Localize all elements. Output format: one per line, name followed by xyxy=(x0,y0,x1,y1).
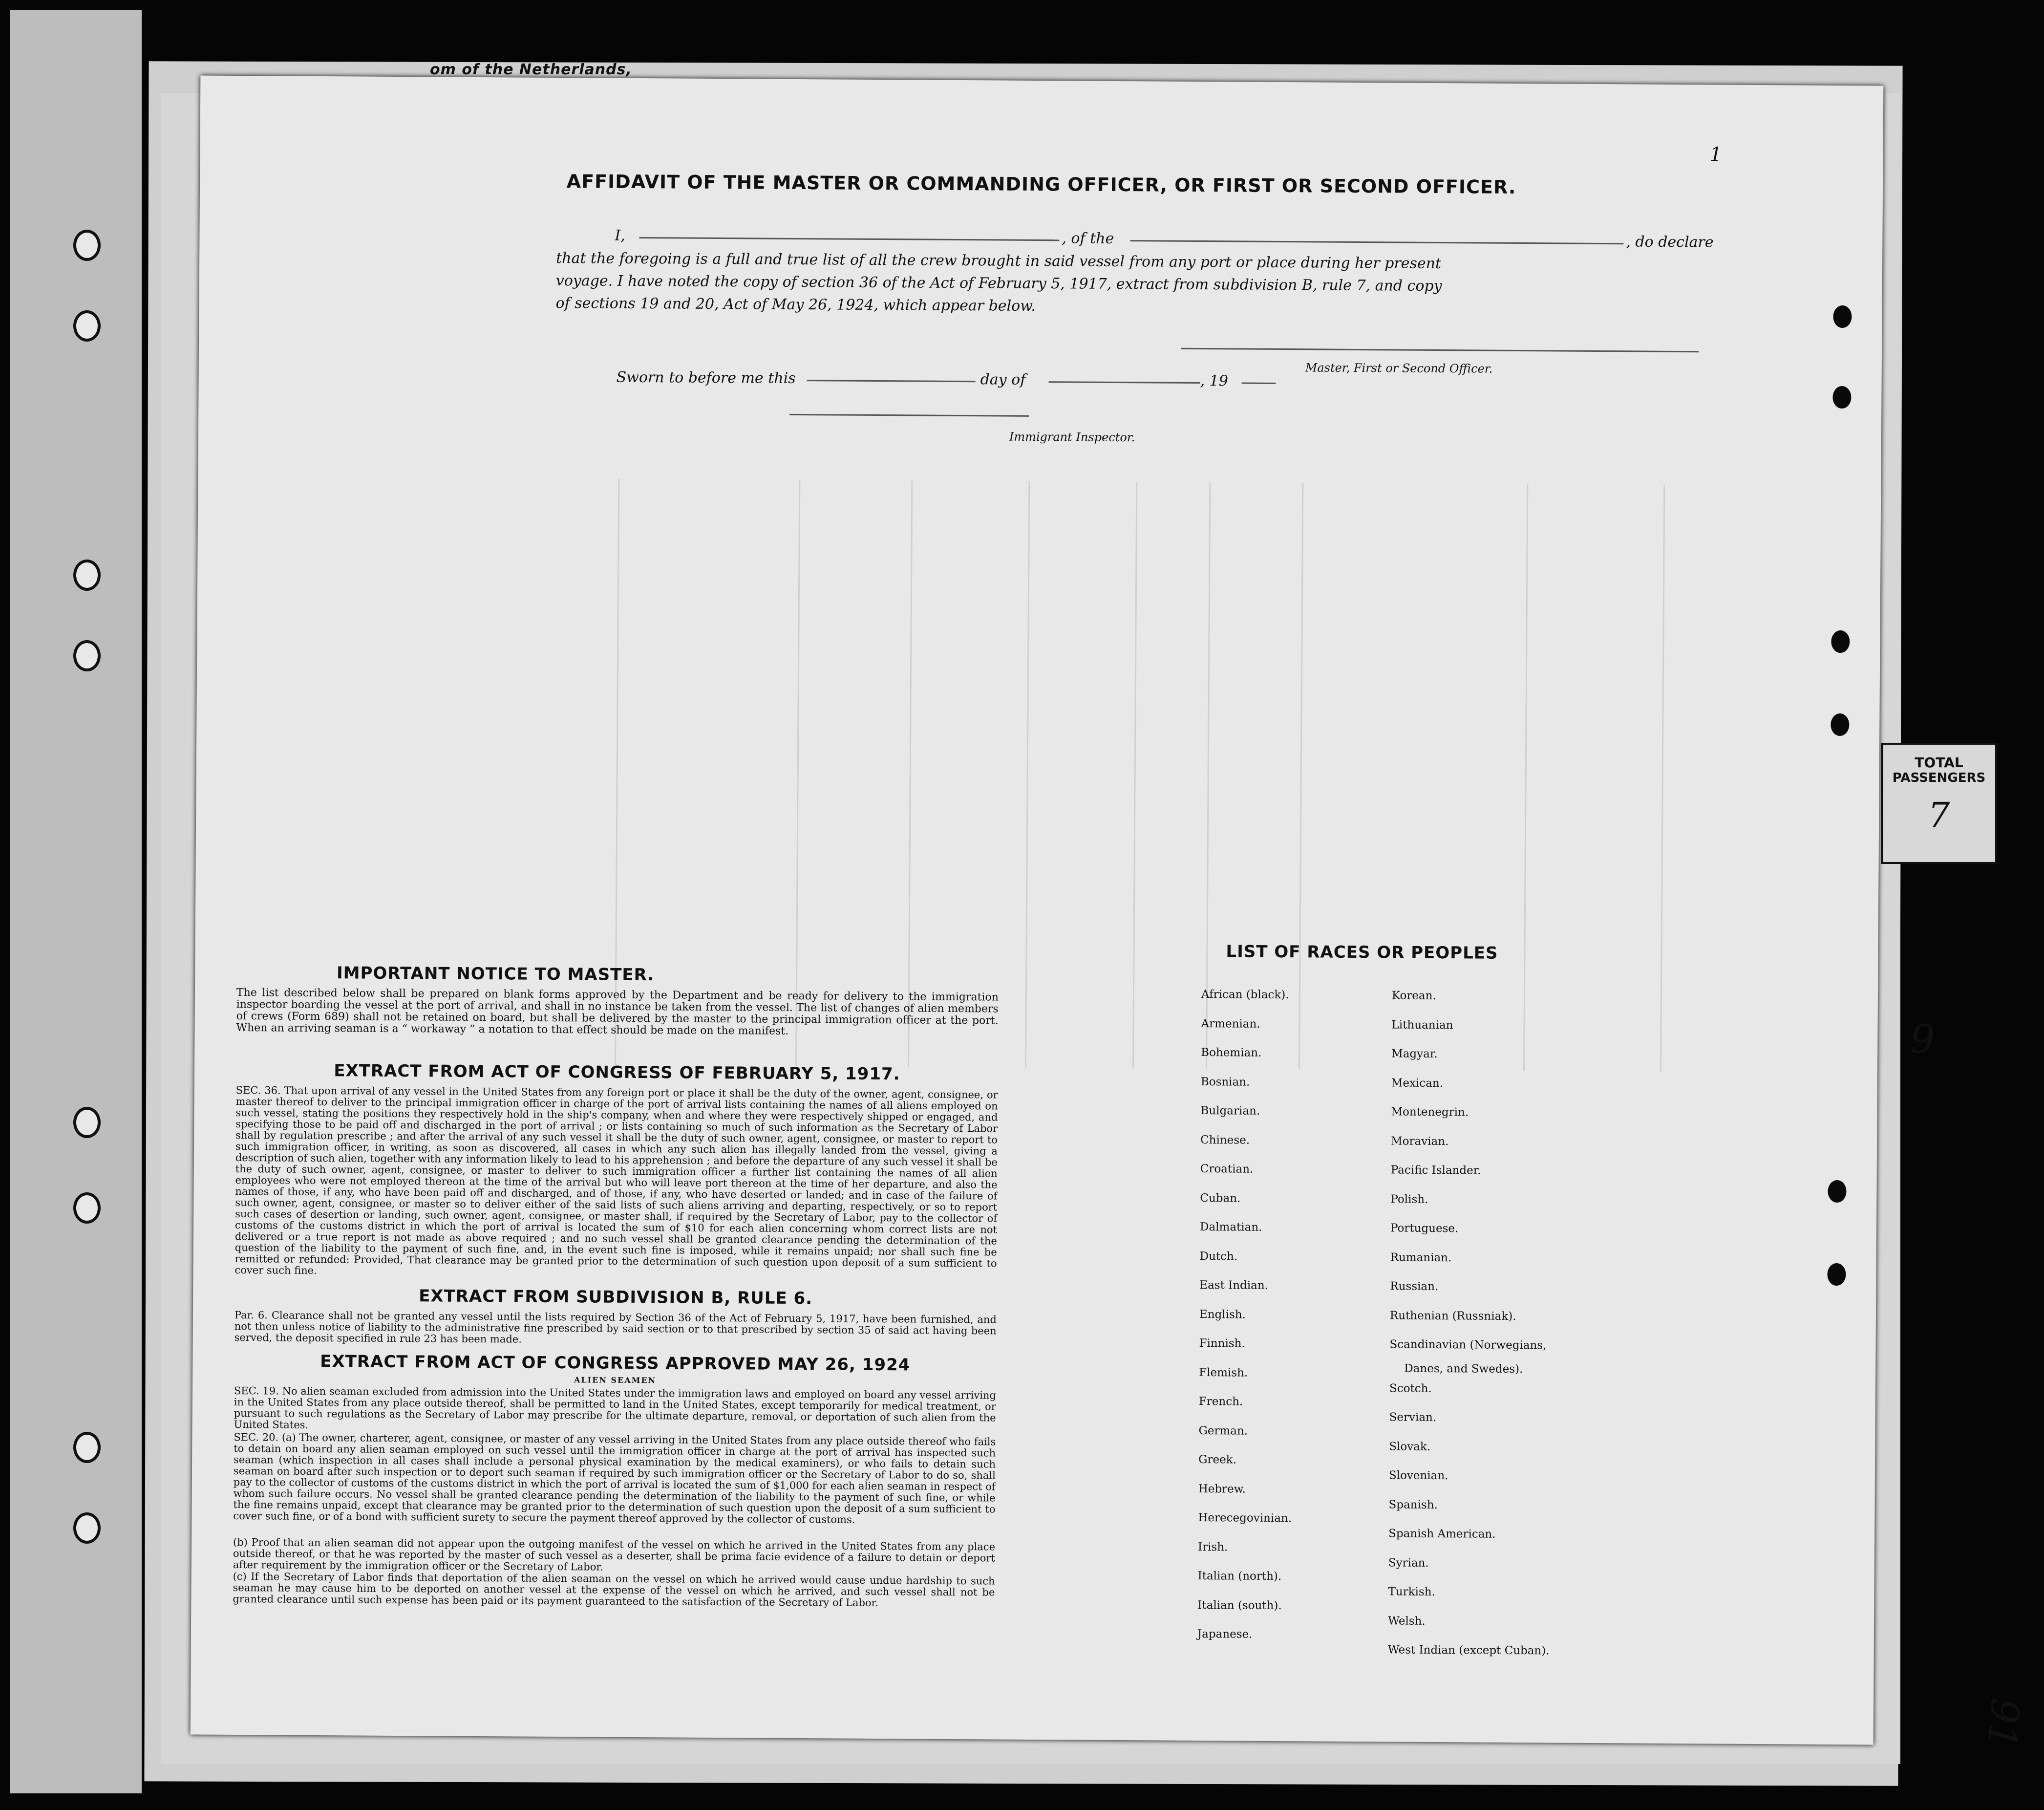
race-right-item: Servian. xyxy=(1389,1411,1437,1424)
handwritten-nine: 9 xyxy=(1910,1016,1935,1062)
race-left-item: English. xyxy=(1199,1308,1246,1321)
binder-ring-icon xyxy=(73,1512,101,1544)
punch-hole-icon xyxy=(1831,713,1849,736)
race-right-item: Spanish American. xyxy=(1388,1527,1496,1541)
extract-1924-sec20a: SEC. 20. (a) The owner, charterer, agent, consignee, or master of any vessel arriving in the United States from any place outside thereof who fails to detain on board any alien seaman employed on such vessel until the immigration officer in charge at the port of arrival has inspected such seaman (which inspection in all cases shall include a personal physical examination by the medical examiners), or who fails to detain such seaman on board after such inspection or to deport such seaman if required by such immigration officer or the Secretary of Labor to do so, shall pay to the collector of customs of the customs district in which the port of arrival is located the sum of $1,000 for each alien seaman in respect of whom such failure occurs. No vessel shall be granted clearance pending the determination of the liability to the payment of such fine, or while the fine remains unpaid, except that clearance may be granted prior to the determination of such question upon the deposit of a sum sufficient to cover such fine, or of a bond with sufficient surety to secure the payment thereof approved by the collector of customs. xyxy=(233,1431,996,1526)
punch-hole-icon xyxy=(1833,305,1852,328)
binder-ring-icon xyxy=(73,1192,101,1224)
race-right-item: Rumanian. xyxy=(1390,1250,1452,1264)
race-right-item: Lithuanian xyxy=(1391,1018,1453,1032)
race-left-item: African (black). xyxy=(1201,988,1289,1002)
sworn-year-field[interactable] xyxy=(1242,383,1276,384)
extract-1924-title: EXTRACT FROM ACT OF CONGRESS APPROVED MAY 26, 1924 xyxy=(320,1352,911,1375)
binder-ring-icon xyxy=(73,640,101,671)
day-of-label: day of xyxy=(980,371,1026,388)
race-right-item: Syrian. xyxy=(1388,1556,1429,1570)
race-left-item: French. xyxy=(1198,1395,1243,1408)
notice-title: IMPORTANT NOTICE TO MASTER. xyxy=(336,963,655,985)
race-left-item: Flemish. xyxy=(1199,1366,1248,1379)
master-signature-field[interactable] xyxy=(1181,348,1699,352)
year-prefix: , 19 xyxy=(1200,372,1228,390)
declaration-line-2: voyage. I have noted the copy of section 36 of the Act of February 5, 1917, extract from subdivision B, rule 7, and copy xyxy=(555,272,1442,295)
punch-hole-icon xyxy=(1832,386,1851,409)
sworn-month-field[interactable] xyxy=(1049,381,1200,384)
race-right-item: Russian. xyxy=(1390,1280,1439,1293)
notice-text: The list described below shall be prepared on blank forms approved by the Department and be ready for delivery to the immigration inspector boarding the vessel at the port of arrival, and shall in no instance be taken from the vessel. The list of changes of alien members of crews (Form 689) shall not be retained on board, but shall be delivered by the master to the principal immigration officer at the port. When an arriving seaman is a “ workaway ” a notation to that effect should be made on the manifest. xyxy=(236,986,999,1037)
binder-ring-icon xyxy=(73,560,101,591)
race-left-item: Dutch. xyxy=(1199,1250,1238,1263)
race-left-item: Herecegovinian. xyxy=(1198,1511,1292,1525)
page-number: 1 xyxy=(1709,143,1723,166)
race-right-item: Montenegrin. xyxy=(1391,1105,1469,1119)
race-left-item: Japanese. xyxy=(1197,1628,1253,1641)
ghost-rule xyxy=(1299,483,1303,1069)
extract-1924-sec19: SEC. 19. No alien seaman excluded from admission into the United States under the immigration laws and employed on board any vessel arriving in the United States from any place outside thereof, shall be permitted to land in the United States, except temporarily for medical treatment, or pursuant to such regulations as the Secretary of Labor may prescribe for the ultimate departure, removal, or deportation of such alien from the United States. xyxy=(234,1384,997,1431)
extract-1917-text: SEC. 36. That upon arrival of any vessel in the United States from any foreign port or place it shall be the duty of the owner, agent, consignee, or master thereof to deliver to the principal immigration officer in charge of the port of arrival lists containing the names of all aliens employed on such vessel, stating the positions they respectively hold in the ship's company, when and where they were respectively shipped or engaged, and specifying those to be paid off and discharged in the port of arrival ; or lists containing so much of such information as the Secretary of Labor shall by regulation prescribe ; and after the arrival of any such vessel it shall be the duty of such owner, agent, consignee, or master to report to such immigration officer, in writing, as soon as discovered, all cases in which any such alien has illegally landed from the vessel, giving a description of such alien, together with any information likely to lead to his apprehension ; and before the departure of any such vessel it shall be the duty of such owner, agent, consignee, or master to deliver to such immigration officer a further list containing the names of all alien employees who were not employed thereon at the time of the arrival but who will leave port thereon at the time of her departure, and also the names of those, if any, who have been paid off and discharged, and of those, if any, who have deserted or landed; and in case of the failure of such owner, agent, consignee, or master so to deliver either of the said lists of such aliens arriving and departing, respectively, or so to report such cases of desertion or landing, such owner, agent, consignee, or master shall, if required by the Secretary of Labor, pay to the collector of customs of the customs district in which the port of arrival is located the sum of $10 for each alien concerning whom correct lists are not delivered or a true report is not made as above required ; and no such vessel shall be granted clearance pending the determination of the question of the liability to the payment of such fine, and, in the event such fine is imposed, while it remains unpaid; nor shall such fine be remitted or refunded: Provided, That clearance may be granted prior to the determination of such question upon deposit of a sum sufficient to cover such fine. xyxy=(234,1084,998,1277)
ghost-rule xyxy=(795,480,800,1066)
passengers-label: PASSENGERS xyxy=(1892,771,1986,785)
affidavit-sheet xyxy=(191,76,1884,1745)
race-right-item: Korean. xyxy=(1391,989,1436,1002)
race-left-item: Italian (north). xyxy=(1197,1570,1282,1583)
inspector-signature-field[interactable] xyxy=(789,414,1029,417)
race-left-item: Finnish. xyxy=(1199,1337,1245,1350)
race-right-item: Magyar. xyxy=(1391,1047,1438,1061)
race-right-item: Ruthenian (Russniak). xyxy=(1389,1309,1516,1323)
extract-rule6-text: Par. 6. Clearance shall not be granted any vessel until the lists required by Section 36 of the Act of February 5, 1917, have been furnished, and not then unless notice of liability to the administrative fine prescribed by said section or to that prescribed by section 35 of said act having been served, the deposit specified in rule 23 has been made. xyxy=(234,1309,997,1345)
extract-1924-sec20c: (c) If the Secretary of Labor finds that deportation of the alien seaman on the vessel on which he arrived would cause undue hardship to such seaman he may cause him to be deported on another vessel at the expense of the vessel on which he arrived, and such vessel shall not be granted clearance until such expense has been paid or its payment guaranteed to the satisfaction of the Secretary of Labor. xyxy=(233,1570,995,1609)
binder-ring-icon xyxy=(73,1432,101,1463)
declaration-line-3: of sections 19 and 20, Act of May 26, 1924, which appear below. xyxy=(555,294,1036,315)
of-the-label: , of the xyxy=(1062,230,1114,247)
race-right-item: Pacific Islander. xyxy=(1390,1164,1481,1177)
race-left-item: Dalmatian. xyxy=(1199,1221,1262,1234)
race-left-item: Irish. xyxy=(1197,1540,1228,1553)
total-passengers-box xyxy=(1881,743,1997,864)
i-label: I, xyxy=(615,227,625,244)
race-right-item: Spanish. xyxy=(1388,1498,1438,1511)
affidavit-title: AFFIDAVIT OF THE MASTER OR COMMANDING OFFICER, OR FIRST OR SECOND OFFICER. xyxy=(566,171,1516,198)
race-left-item: East Indian. xyxy=(1199,1279,1269,1292)
binder-ring-icon xyxy=(73,1107,101,1138)
race-left-item: Armenian. xyxy=(1201,1017,1260,1031)
race-left-item: Italian (south). xyxy=(1197,1598,1282,1612)
race-left-item: Cuban. xyxy=(1200,1191,1241,1205)
races-title: LIST OF RACES OR PEOPLES xyxy=(1226,942,1498,963)
declaration-line-1: that the foregoing is a full and true list of all the crew brought in said vessel from any port or place during her present xyxy=(556,249,1442,273)
race-right-item: Mexican. xyxy=(1391,1076,1444,1090)
sworn-label: Sworn to before me this xyxy=(616,368,796,387)
ghost-rule xyxy=(1025,481,1030,1068)
binder-ring-icon xyxy=(73,230,101,261)
race-left-item: Croatian. xyxy=(1200,1163,1254,1176)
race-left-item: Bulgarian. xyxy=(1200,1104,1260,1118)
race-right-item: Welsh. xyxy=(1388,1614,1426,1628)
race-right-item: Scotch. xyxy=(1389,1381,1432,1395)
race-right-item: Turkish. xyxy=(1388,1585,1435,1599)
binder-ring-icon xyxy=(73,310,101,342)
race-left-item: Hebrew. xyxy=(1198,1482,1246,1496)
race-right-item: Portuguese. xyxy=(1390,1222,1459,1235)
ghost-rule xyxy=(1206,482,1211,1069)
race-right-item: Moravian. xyxy=(1391,1134,1449,1148)
race-left-item: Chinese. xyxy=(1200,1133,1250,1147)
extract-rule6-title: EXTRACT FROM SUBDIVISION B, RULE 6. xyxy=(419,1286,813,1309)
ghost-rule xyxy=(1523,484,1528,1071)
do-declare-label: , do declare xyxy=(1626,233,1714,251)
ghost-rule xyxy=(908,480,913,1067)
punch-hole-icon xyxy=(1831,630,1850,653)
total-handwritten-value: 7 xyxy=(1928,795,1950,835)
punch-hole-icon xyxy=(1828,1180,1846,1203)
extract-1924-sec20b: (b) Proof that an alien seaman did not appear upon the outgoing manifest of the vessel on which he arrived in the United States from any place outside thereof, or that he was reported by the master of such vessel as a deserter, shall be prima facie evidence of a failure to detain or deport after requirement by the immigration officer or the Secretary of Labor. xyxy=(233,1536,996,1573)
ghost-rule xyxy=(1660,485,1665,1072)
master-signature-label: Master, First or Second Officer. xyxy=(1305,361,1493,376)
race-scandinavian-continued: Danes, and Swedes). xyxy=(1404,1362,1523,1376)
race-left-item: Bosnian. xyxy=(1200,1075,1250,1089)
ghost-rule xyxy=(1132,482,1137,1068)
race-right-item: Slovak. xyxy=(1389,1440,1431,1453)
extract-1917-title: EXTRACT FROM ACT OF CONGRESS OF FEBRUARY 5, 1917. xyxy=(334,1061,900,1084)
sworn-day-field[interactable] xyxy=(807,380,976,382)
race-right-item: West Indian (except Cuban). xyxy=(1387,1643,1550,1658)
race-right-item: Slovenian. xyxy=(1388,1469,1448,1483)
race-left-item: German. xyxy=(1198,1424,1248,1438)
race-right-item: Polish. xyxy=(1390,1192,1428,1206)
stub-line-1: om of the Netherlands, xyxy=(430,61,632,78)
race-right-item: Scandinavian (Norwegians, xyxy=(1389,1338,1547,1352)
total-label: TOTAL xyxy=(1915,754,1963,771)
inspector-label: Immigrant Inspector. xyxy=(1009,430,1135,445)
vessel-name-field[interactable] xyxy=(1130,240,1623,244)
race-left-item: Bohemian. xyxy=(1201,1046,1262,1059)
extract-1924-subtitle: ALIEN SEAMEN xyxy=(574,1375,657,1385)
corner-page-mark: 91 xyxy=(1979,1696,2028,1750)
officer-name-field[interactable] xyxy=(639,237,1059,241)
punch-hole-icon xyxy=(1827,1263,1846,1286)
race-left-item: Greek. xyxy=(1198,1453,1237,1466)
